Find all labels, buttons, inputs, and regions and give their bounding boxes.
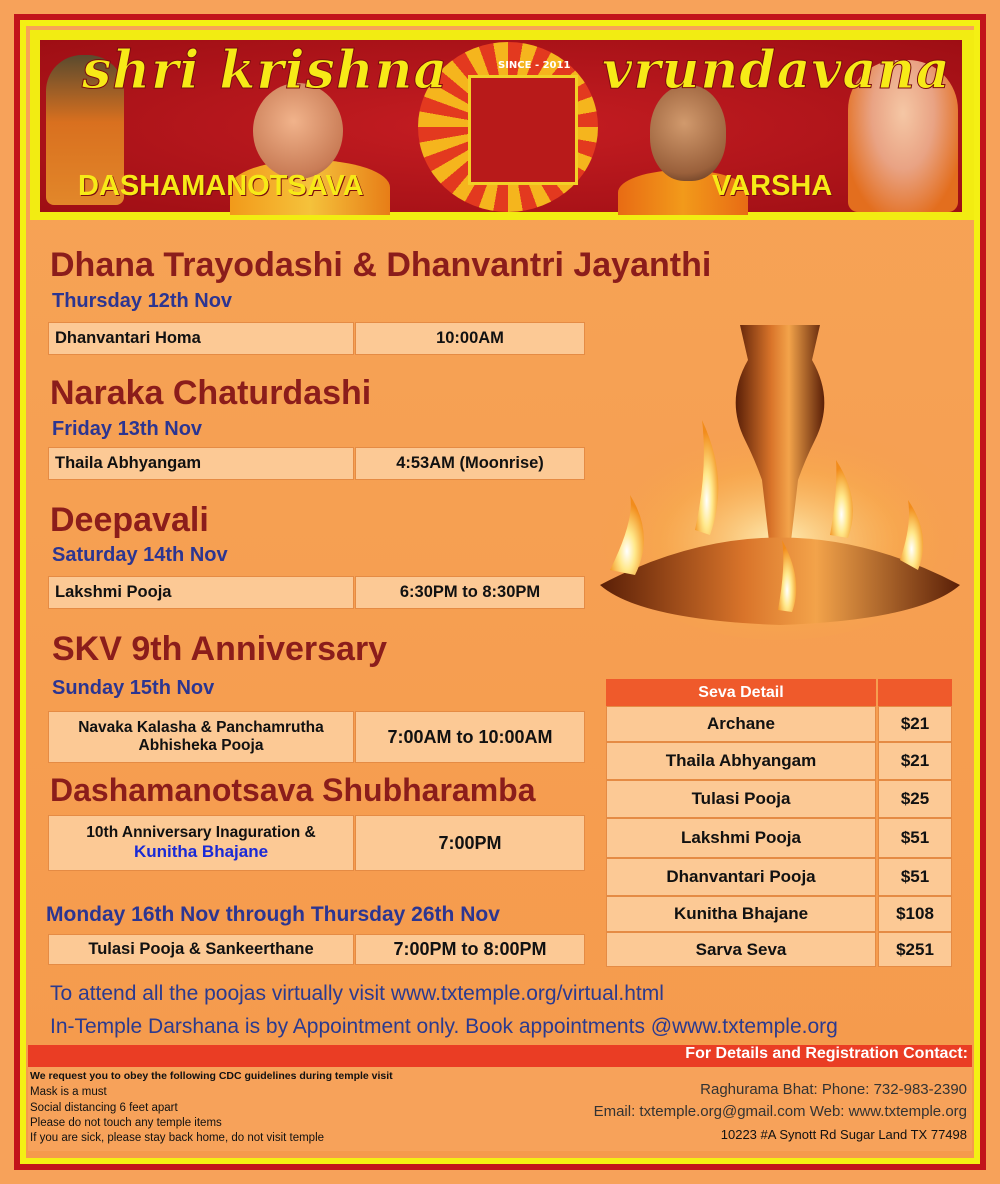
seva-item-price: $51 (878, 858, 952, 896)
cdc-item: Social distancing 6 feet apart (30, 1102, 178, 1114)
cdc-item: If you are sick, please stay back home, do not visit temple (30, 1132, 325, 1144)
contact-phone: Raghurama Bhat: Phone: 732-983-2390 (700, 1081, 967, 1098)
event-title: Dashamanotsava Shubharamba (50, 772, 536, 808)
event-date: Sunday 15th Nov (52, 677, 215, 699)
event-date: Monday 16th Nov through Thursday 26th Nov (46, 903, 500, 926)
event-item-name: Dhanvantari Homa (48, 322, 354, 355)
event-item-time: 10:00AM (355, 322, 585, 355)
event-date: Friday 13th Nov (52, 418, 203, 440)
cdc-title: We request you to obey the following CDC guidelines during temple visit (30, 1070, 393, 1082)
banner-subtitle-left: DASHAMANOTSAVA (78, 170, 364, 202)
seva-item-price: $251 (878, 932, 952, 967)
event-title: SKV 9th Anniversary (52, 630, 388, 668)
event-item-name: Thaila Abhyangam (48, 447, 354, 480)
event-item-name (48, 815, 354, 871)
seva-table-header-price (878, 679, 952, 706)
contact-email-web: Email: txtemple.org@gmail.com Web: www.txtemple.org (593, 1103, 967, 1120)
cdc-item: Mask is a must (30, 1086, 107, 1098)
event-item-name: Tulasi Pooja & Sankeerthane (48, 934, 354, 965)
seva-item-price: $25 (878, 780, 952, 818)
seva-item-price: $21 (878, 742, 952, 780)
event-item-name-line2: Kunitha Bhajane (133, 842, 269, 861)
event-date: Saturday 14th Nov (52, 544, 228, 566)
seva-item-price: $51 (878, 818, 952, 858)
banner-title-right: vrundavana (602, 40, 951, 101)
event-item-time: 4:53AM (Moonrise) (355, 447, 585, 480)
seva-item-name: Sarva Seva (606, 932, 876, 967)
contact-address: 10223 #A Synott Rd Sugar Land TX 77498 (720, 1127, 967, 1142)
seva-item-name: Tulasi Pooja (606, 780, 876, 818)
banner-subtitle-right: VARSHA (712, 170, 833, 202)
event-item-time: 7:00PM (355, 815, 585, 871)
seva-table-header: Seva Detail (606, 679, 876, 706)
cdc-item: Please do not touch any temple items (30, 1117, 222, 1129)
event-item-name-line2: Abhisheka Pooja (138, 737, 264, 754)
event-item-time: 7:00PM to 8:00PM (355, 934, 585, 965)
seva-item-name: Archane (606, 706, 876, 742)
event-title: Naraka Chaturdashi (50, 374, 372, 412)
seva-item-name: Kunitha Bhajane (606, 896, 876, 932)
contact-title: For Details and Registration Contact: (685, 1045, 968, 1062)
appointment-notice: In-Temple Darshana is by Appointment only. Book appointments @www.txtemple.org (50, 1015, 838, 1038)
seva-item-name: Dhanvantari Pooja (606, 858, 876, 896)
event-title: Deepavali (50, 501, 209, 539)
virtual-attendance-notice: To attend all the poojas virtually visit www.txtemple.org/virtual.html (50, 982, 664, 1005)
event-date: Thursday 12th Nov (52, 290, 233, 312)
event-item-name-line1: Navaka Kalasha & Panchamrutha (78, 719, 324, 736)
event-item-name-line1: 10th Anniversary Inaguration & (86, 824, 316, 841)
seva-item-name: Lakshmi Pooja (606, 818, 876, 858)
temple-seal-center (468, 75, 578, 185)
seva-item-name: Thaila Abhyangam (606, 742, 876, 780)
event-title: Dhana Trayodashi & Dhanvantri Jayanthi (50, 246, 712, 284)
event-item-time: 6:30PM to 8:30PM (355, 576, 585, 609)
event-item-time: 7:00AM to 10:00AM (355, 711, 585, 763)
event-item-name (48, 711, 354, 763)
seva-item-price: $21 (878, 706, 952, 742)
oil-lamp-illustration (590, 320, 970, 640)
seal-since-text: SINCE - 2011 (498, 60, 571, 71)
seva-item-price: $108 (878, 896, 952, 932)
banner-title-left: shri krishna (82, 40, 449, 101)
event-item-name: Lakshmi Pooja (48, 576, 354, 609)
